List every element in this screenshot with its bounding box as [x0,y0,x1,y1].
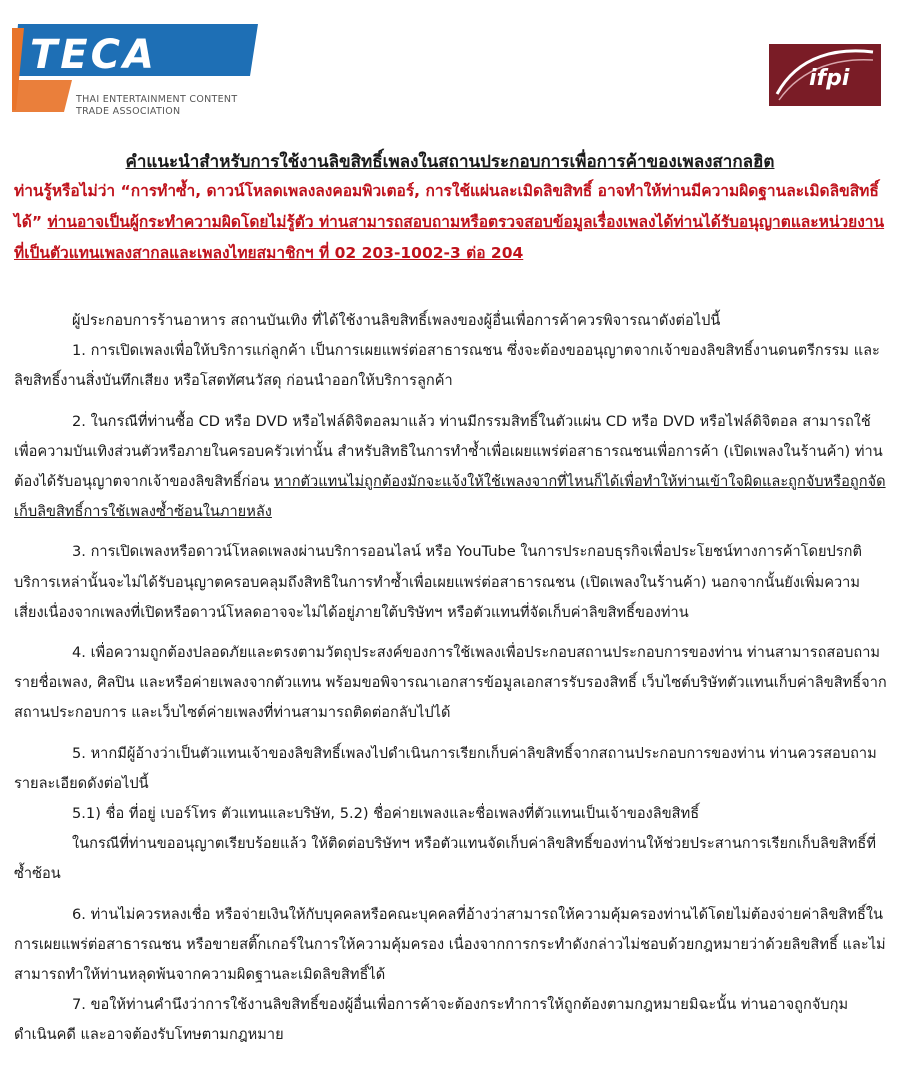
item-5: 5. หากมีผู้อ้างว่าเป็นตัวแทนเจ้าของลิขสิทธิ์เพลงไปดำเนินการเรียกเก็บค่าลิขสิทธิ์จากสถานประกอบการของท่าน ท่านควรสอบถามรายละเอียดดังต่อไปนี้ [14,744,877,792]
item-1: 1. การเปิดเพลงเพื่อให้บริการแก่ลูกค้า เป็นการเผยแพร่ต่อสาธารณชน ซึ่งจะต้องขออนุญาตจากเจ้าของลิขสิทธิ์งานดนตรีกรรม และลิขสิทธิ์งานสิ่งบันทึกเสียง หรือโสตทัศนวัสดุ ก่อนนำออกให้บริการลูกค้า [14,342,880,390]
warning-notice-part2: ท่านอาจเป็นผู้กระทำความผิดโดยไม่รู้ตัว ท่านสามารถสอบถามหรือตรวจสอบข้อมูลเรื่องเพลงได้ท่านได้รับอนุญาตและหน่วยงานที่เป็นตัวแทนเพลงสากลและเพลงไทยสมาชิกฯ ที่ 02 203-1002-3 ต่อ 204 [14,213,885,262]
ifpi-logo [769,44,881,106]
teca-wordmark: TECA [30,32,157,78]
document-body [14,306,888,1051]
intro-paragraph: ผู้ประกอบการร้านอาหาร สถานบันเทิง ที่ได้ใช้งานลิขสิทธิ์เพลงของผู้อื่นเพื่อการค้าควรพิจารณาดังต่อไปนี้ [72,312,721,329]
teca-subtitle-line1: THAI ENTERTAINMENT CONTENT [76,94,238,105]
item-2-warning: หากตัวแทนไม่ถูกต้องมักจะแจ้งให้ใช้เพลงจากที่ไหนก็ได้เพื่อทำให้ท่านเข้าใจผิดและถูกจับหรือถูกจัดเก็บลิขสิทธิ์การใช้เพลงซ้ำซ้อนในภายหลัง [14,473,886,521]
item-4: 4. เพื่อความถูกต้องปลอดภัยและตรงตามวัตถุประสงค์ของการใช้เพลงเพื่อประกอบสถานประกอบการของท่าน ท่านสามารถสอบถามรายชื่อเพลง, ศิลปิน และหรือค่ายเพลงจากตัวแทน พร้อมขอพิจารณาเอกสารข้อมูลเอกสารรับรองสิทธิ์ เว็บไซต์บริษัทตัวแทนเก็บค่าลิขสิทธิ์จากสถานประกอบการ และเว็บไซต์ค่ายเพลงที่ท่านสามารถติดต่อกลับไปได้ [14,644,887,722]
item-2-text: 2. ในกรณีที่ท่านซื้อ CD หรือ DVD หรือไฟล์ดิจิตอลมาแล้ว ท่านมีกรรมสิทธิ์ในตัวแผ่น CD หรือ DVD หรือไฟล์ดิจิตอล สามารถใช้เพื่อความบันเทิงส่วนตัวหรือภายในครอบครัวเท่านั้น สำหรับสิทธิในการทำซ้ำเพื่อเผยแพร่ต่อสาธารณชนเพื่อการค้า (เปิดเพลงในร้านค้า) ท่านต้องได้รับอนุญาตจากเจ้าของลิขสิทธิ์ก่อน [14,412,883,491]
item-6: 6. ท่านไม่ควรหลงเชื่อ หรือจ่ายเงินให้กับบุคคลหรือคณะบุคคลที่อ้างว่าสามารถให้ความคุ้มครองท่านได้โดยไม่ต้องจ่ายค่าลิขสิทธิ์ในการเผยแพร่ต่อสาธารณชน หรือขายสติ๊กเกอร์ในการให้ความคุ้มครอง เนื่องจากการกระทำดังกล่าวไม่ชอบด้วยกฎหมายว่าด้วยลิขสิทธิ์ และไม่สามารถทำให้ท่านหลุดพ้นจากความผิดฐานละเมิดลิขสิทธิ์ได้ [14,905,886,984]
item-3: 3. การเปิดเพลงหรือดาวน์โหลดเพลงผ่านบริการออนไลน์ หรือ YouTube ในการประกอบธุรกิจเพื่อประโยชน์ทางการค้าโดยปรกติบริการเหล่านั้นจะไม่ได้รับอนุญาตครอบคลุมถึงสิทธิในการทำซ้ำเพื่อเผยแพร่ต่อสาธารณชน (เปิดเพลงในร้านค้า) นอกจากนั้นยังเพิ่มความเสี่ยงเนื่องจากเพลงที่เปิดหรือดาวน์โหลดอาจจะไม่ได้อยู่ภายใต้บริษัทฯ หรือตัวแทนที่จัดเก็บค่าลิขสิทธิ์ของท่าน [14,543,862,621]
item-2 [14,407,888,528]
warning-notice [14,176,886,269]
document-title: คำแนะนำสำหรับการใช้งานลิขสิทธิ์เพลงในสถานประกอบการเพื่อการค้าของเพลงสากลฮิต [125,152,775,172]
item-5-note: ในกรณีที่ท่านขออนุญาตเรียบร้อยแล้ว ให้ติดต่อบริษัทฯ หรือตัวแทนจัดเก็บค่าลิขสิทธิ์ของท่านให้ช่วยประสานการเรียกเก็บลิขสิทธิ์ที่ซ้ำซ้อน [14,835,876,883]
teca-subtitle-line2: TRADE ASSOCIATION [76,106,181,117]
item-7: 7. ขอให้ท่านคำนึงว่าการใช้งานลิขสิทธิ์ของผู้อื่นเพื่อการค้าจะต้องกระทำการให้ถูกต้องตามกฎหมายมิฉะนั้น ท่านอาจถูกจับกุมดำเนินคดี และอาจต้องรับโทษตามกฎหมาย [14,996,849,1044]
warning-notice-part1: ท่านรู้หรือไม่ว่า “การทำซ้ำ, ดาวน์โหลดเพลงลงคอมพิวเตอร์, การใช้แผ่นละเมิดลิขสิทธิ์ อาจทำให้ท่านมีความผิดฐานละเมิดลิขสิทธิ์ได้” [14,182,879,231]
item-5-sub: 5.1) ชื่อ ที่อยู่ เบอร์โทร ตัวแทนและบริษัท, 5.2) ชื่อค่ายเพลงและชื่อเพลงที่ตัวแทนเป็นเจ้าของลิขสิทธิ์ [72,805,700,823]
ifpi-wordmark: ifpi [809,66,850,91]
teca-logo [12,14,262,117]
